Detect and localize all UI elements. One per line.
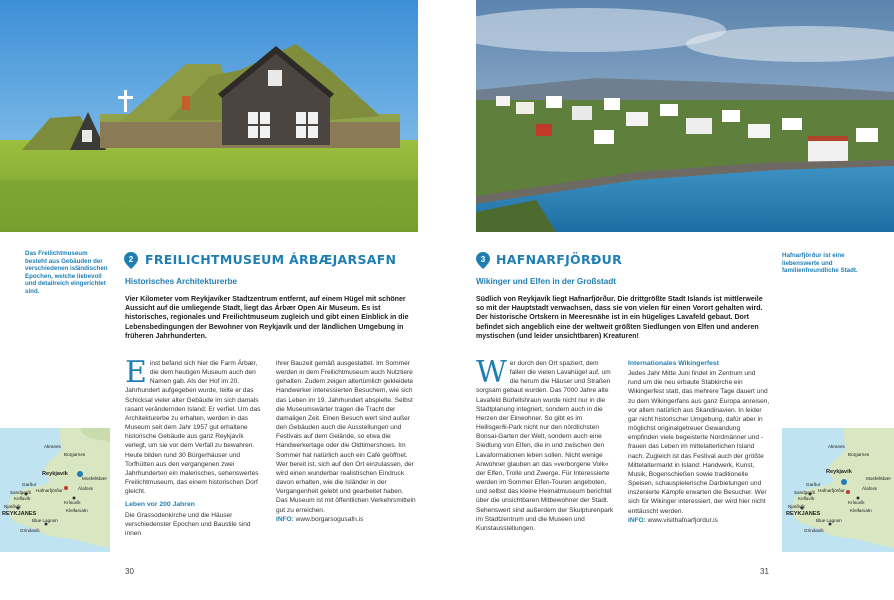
map-label-kleifarvatn: Kleifarvatn xyxy=(66,508,88,513)
left-locator-map xyxy=(0,428,110,552)
left-col1-heading: Leben vor 200 Jahren xyxy=(125,501,195,509)
map-label-njardvik: Njarðvík xyxy=(788,504,805,509)
left-column-2 xyxy=(276,359,416,524)
right-info-label: INFO: xyxy=(628,516,646,524)
map-label-sandgerdi: Sandgerði xyxy=(794,490,815,495)
map-label-krisuvik: Krísuvík xyxy=(848,500,865,505)
map-label-borgarnes: Borgarnes xyxy=(848,452,870,457)
map-label-mosfellsbaer: Mosfellsbær xyxy=(82,476,108,481)
turf-house-illustration xyxy=(0,0,418,232)
map-label-reykjanes: REYKJANES xyxy=(2,511,37,517)
left-intro-paragraph: Vier Kilometer vom Reykjavíker Stadtzentrum entfernt, auf einem Hügel mit schöner Aussicht auf die umliegende Stadt, liegt das Árbær Open Air Museum. Es ist historisches, regionales und Freilichtmuseum zugleich und gibt einen Einblick in die Lebensbedingungen der Bewohner von Reykjavík und der ländlichen Umgebung in früheren Jahrhunderten. xyxy=(125,296,409,340)
left-col1-text: inst befand sich hier die Farm Árbær, die dem heutigen Museum auch den Namen gab. Als der Hof im 20. Jahrhundert aufgegeben wurde, teilte er das Schicksal vieler alter Gebäude im sich damals rasant verändernden Island: Er verfiel. Um das Architekturerbe zu erhalten, werden in das Museum seit dem Jahr 1957 gut erhaltene historische Gebäude aus ganz Reykjavík verlegt, um sie vor dem Verfall zu bewahren. Heute bilden rund 30 Bürgerhäuser und Torfhütten aus den vergangenen zwei Jahrhunderten ein malerisches, sehenswertes Freilichtmuseum, das einem historischen Dorf gleicht. xyxy=(125,360,261,496)
left-photo-caption: Das Freilichtmuseum besteht aus Gebäuden der verschiedenen isländischen Epochen, welche liebevoll und detailreich eingerichtet sind. xyxy=(25,250,108,295)
map-label-reykjavik: Reykjavík xyxy=(826,469,852,475)
map-label-alafoss: Álafoss xyxy=(78,486,94,491)
right-locator-map xyxy=(782,428,894,552)
left-info-label: INFO: xyxy=(276,515,294,523)
right-col2-text: Jedes Jahr Mitte Juni findet im Zentrum und rund um die neu erbaute Stabkirche ein Wikingerfest statt, das mehrere Tage dauert und zu dem Wikingerfans aus ganz Europa anreisen, vor allem natürlich aus Skandinavien. In leider gar nicht historischer Umgebung, dafür aber in möglichst originalgetreuer Gewandung empfinden viele begeisterte Nordmänner und -frauen das Leben im mittelalterlichen Island nach. Zugleich ist das Festival auch der größte Mittelaltermarkt in Island: Handwerk, Kunst, Musik, Bogenschießen sowie traditionelle Speisen, schauspielerische Darbietungen und inszenierte Kämpfe erwarten die Besucher. Wer sich für Wikinger interessiert, der wird hier nicht enttäuscht werden. xyxy=(628,370,770,515)
map-label-krisuvik: Krísuvík xyxy=(64,500,81,505)
left-page-number: 30 xyxy=(125,567,134,576)
map-label-alafoss: Álafoss xyxy=(862,486,878,491)
right-intro-paragraph: Südlich von Reykjavík liegt Hafnarfjörður. Die drittgrößte Stadt Islands ist mittlerweile so mit der Hauptstadt verwachsen, dass sie von vielen für einen Vorort gehalten wird. Der historische Ortskern in Meeresnähe ist in ein hügeliges Lavafeld gebaut. Dort befindet sich angeblich eine der weltweit größten Siedlungen von Elfen und anderen mystischen (und leider unsichtbaren) Kreaturen! xyxy=(476,296,763,340)
map-label-kleifarvatn: Kleifarvatn xyxy=(850,508,872,513)
map-label-blue-lagoon: Blue Lagoon xyxy=(816,518,842,523)
location-pin-icon xyxy=(124,252,138,269)
left-section-title: FREILICHTMUSEUM ÁRBÆJARSAFN xyxy=(145,252,397,267)
map-label-gardur: Garður xyxy=(22,482,37,487)
right-photo-caption: Hafnarfjörður ist eine liebenswerte und familienfreundliche Stadt. xyxy=(782,252,858,275)
map-label-akranes: Akranes xyxy=(44,444,61,449)
right-info-url[interactable]: www.visithafnarfjordur.is xyxy=(647,516,718,524)
right-section-subtitle: Wikinger und Elfen in der Großstadt xyxy=(476,277,617,286)
right-col2-heading: Internationales Wikingerfest xyxy=(628,360,719,367)
map-label-hafnarfjordur: Hafnarfjörður xyxy=(36,488,63,493)
map-label-njardvik: Njarðvík xyxy=(4,504,21,509)
dropcap-w: W xyxy=(476,355,507,390)
map-label-borgarnes: Borgarnes xyxy=(64,452,86,457)
right-col1-text: er durch den Ort spaziert, dem fallen die vielen Lavahügel auf, um die herum die Häuser und Straßen sorgsam gebaut wurden. Das 7000 Jahre alte Lavafeld Búrfellshraun wurde nicht nur in die Stadtplanung integriert, sondern auch in die Herzen der Einwohner. So gibt es im Hellisgerði-Park nicht nur den nördlichsten Bonsai-Garten der Welt, sondern auch eine Siedlung von Elfen, die in und zwischen den Lavaformationen leben sollen. Nicht wenige Anwohner glauben an das »verborgene Volk« der Elfen, Trolle und Zwerge. Für Interessierte werden im Sommer Elfen-Touren angeboten, und selbst das kleine Heimatmuseum berichtet über die unsichtbaren Mitbewohner der Stadt. Sehenswert sind außerdem der Skulpturenpark im Stadtzentrum und die Museen und Kunstausstellungen. xyxy=(476,360,614,532)
map-label-akranes: Akranes xyxy=(828,444,845,449)
location-pin-icon xyxy=(476,252,490,269)
right-section-title: HAFNARFJÖRÐUR xyxy=(496,252,623,267)
map-label-blue-lagoon: Blue Lagoon xyxy=(32,518,58,523)
map-label-keflavik: Keflavík xyxy=(798,496,815,501)
map-label-sandgerdi: Sandgerði xyxy=(10,490,31,495)
map-label-grindavik: Grindavík xyxy=(20,528,40,533)
harbor-town-illustration xyxy=(476,0,894,232)
section-number-3: 3 xyxy=(480,255,486,264)
map-label-reykjavik: Reykjavík xyxy=(42,471,68,477)
map-label-mosfellsbaer: Mosfellsbær xyxy=(866,476,892,481)
right-column-1 xyxy=(476,355,616,533)
arbaer-museum-photo xyxy=(0,0,418,232)
dropcap-e: E xyxy=(125,355,147,390)
right-page-number: 31 xyxy=(760,567,769,576)
left-column-1 xyxy=(125,355,265,538)
map-label-gardur: Garður xyxy=(806,482,821,487)
map-label-grindavik: Grindavík xyxy=(804,528,824,533)
left-col2-text: ihrer Bauzeit gemäß ausgestattet. Im Sommer werden in dem Freilichtmuseum auch Nutztiere gehalten. Zudem zeigen altertümlich gekleidete Handwerker interessierten Besuchern, wie sich das Leben im 19. Jahrhundert abspielte. Selbst die Museumswärter tragen die Tracht der damaligen Zeit. Einen Besuch wert sind außer den Gebäuden auch die Ausstellungen und Festivals auf dem Gelände, so etwa die Handwerkertage oder die Oldtimershows. Im Sommer hat natürlich auch ein Café geöffnet. Wer bereit ist, sich auf den Ort einzulassen, der wird einen wunderbar realistischen Eindruck davon erhalten, wie die Isländer in der Vergangenheit gelebt und gearbeitet haben. Das Museum ist mit öffentlichen Verkehrsmitteln gut zu erreichen. xyxy=(276,360,416,514)
left-col1-text2: Die Grassodenkirche und die Häuser verschiedenster Epochen und Baustile sind innen xyxy=(125,511,251,537)
map-label-reykjanes: REYKJANES xyxy=(786,511,821,517)
left-info-url[interactable]: www.borgarsogusafn.is xyxy=(295,515,364,523)
left-section-subtitle: Historisches Architekturerbe xyxy=(125,277,238,286)
section-number-2: 2 xyxy=(128,255,134,264)
map-label-keflavik: Keflavík xyxy=(14,496,31,501)
hafnarfjordur-photo xyxy=(476,0,894,232)
right-column-2 xyxy=(628,359,770,525)
map-label-hafnarfjordur: Hafnarfjörður xyxy=(818,488,845,493)
